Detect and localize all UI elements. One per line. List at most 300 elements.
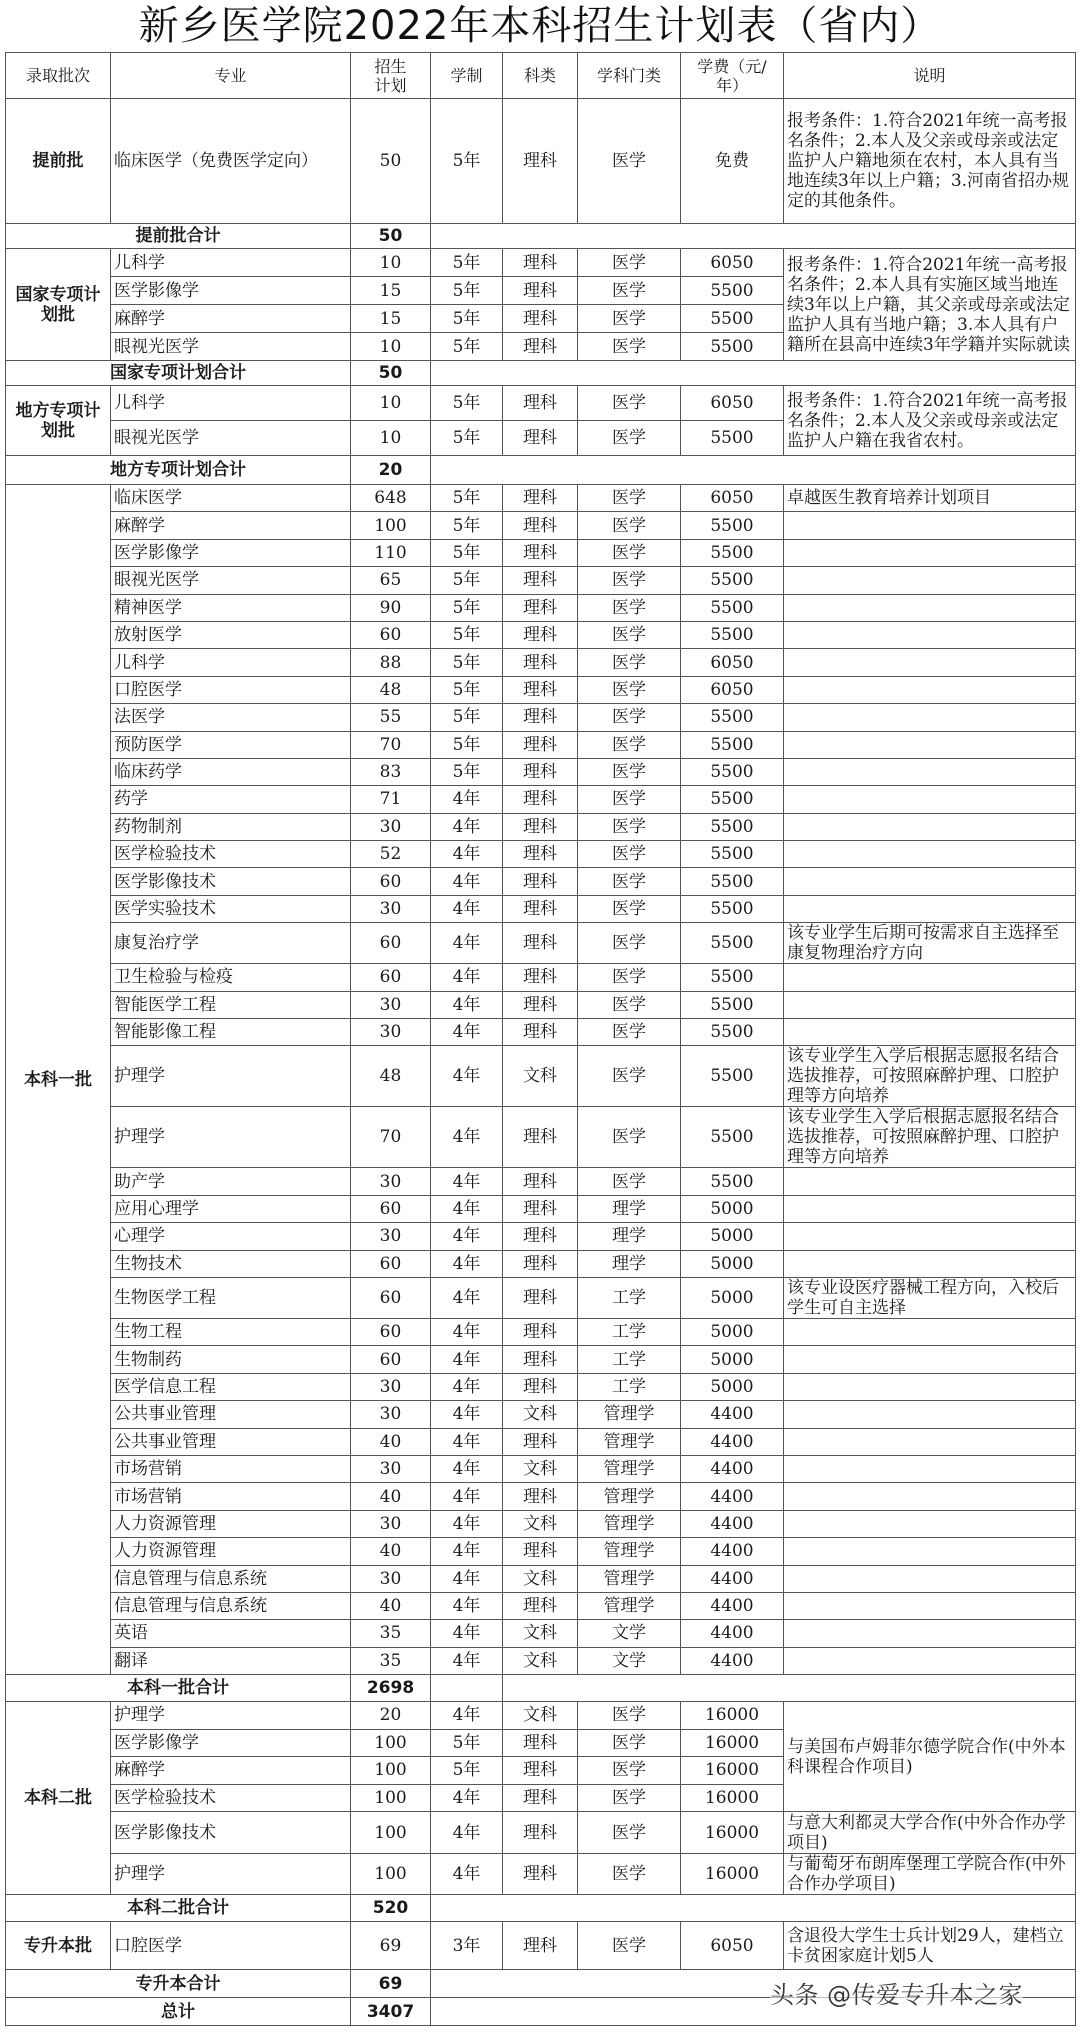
table-row [6,1346,1076,1373]
table-row [6,1922,1076,1970]
table-row [6,1428,1076,1455]
discipline-cell: 管理学 [578,1428,681,1455]
subtotal-row [6,1895,1076,1922]
major-cell: 心理学 [111,1223,351,1250]
quota-cell: 60 [351,868,431,895]
category-cell: 理科 [503,1277,578,1318]
fee-cell: 5000 [681,1346,784,1373]
quota-cell: 20 [351,1702,431,1730]
fee-cell: 5500 [681,1168,784,1195]
discipline-cell: 医学 [578,1812,681,1854]
discipline-cell: 工学 [578,1373,681,1400]
note-cell [784,868,1076,895]
discipline-cell: 工学 [578,1346,681,1373]
duration-cell: 5年 [431,621,503,648]
major-cell: 医学实验技术 [111,895,351,922]
table-row [6,1223,1076,1250]
major-cell: 人力资源管理 [111,1510,351,1537]
category-cell: 理科 [503,1195,578,1222]
total-value: 3407 [351,1998,431,2026]
note-cell: 报考条件：1.符合2021年统一高考报名条件；2.本人具有实施区域当地连续3年以上户籍，其父亲或母亲或法定监护人具有当地户籍；3.本人具有户籍所在县高中连续3年学籍并实际就读 [784,249,1076,361]
table-row [6,1195,1076,1222]
category-cell: 理科 [503,567,578,594]
quota-cell: 30 [351,813,431,840]
quota-cell: 100 [351,1854,431,1895]
fee-cell: 5500 [681,1046,784,1107]
category-cell: 理科 [503,1729,578,1757]
fee-cell: 16000 [681,1812,784,1854]
fee-cell: 4400 [681,1483,784,1510]
discipline-cell: 工学 [578,1277,681,1318]
duration-cell: 5年 [431,421,503,456]
subtotal-value: 2698 [351,1675,431,1702]
category-cell: 理科 [503,1346,578,1373]
table-row [6,649,1076,676]
quota-cell: 65 [351,567,431,594]
table-row [6,868,1076,895]
second-batch-section [6,1702,1076,1922]
table-row [6,99,1076,224]
table-row [6,1401,1076,1428]
batch-label: 地方专项计划批 [6,386,111,456]
table-row [6,1046,1076,1107]
duration-cell: 4年 [431,1250,503,1277]
discipline-cell: 医学 [578,758,681,785]
duration-cell: 4年 [431,1223,503,1250]
subtotal-value: 69 [351,1970,431,1998]
note-cell [784,1483,1076,1510]
table-row [6,249,1076,277]
table-row [6,731,1076,758]
duration-cell: 4年 [431,1373,503,1400]
fee-cell: 5500 [681,277,784,305]
note-cell: 与意大利都灵大学合作(中外合作办学项目) [784,1812,1076,1854]
fee-cell: 5000 [681,1223,784,1250]
category-cell: 理科 [503,485,578,512]
note-cell [784,1647,1076,1674]
subtotal-label: 地方专项计划合计 [6,456,351,485]
quota-cell: 100 [351,1729,431,1757]
duration-cell: 4年 [431,1428,503,1455]
batch-label: 国家专项计划批 [6,249,111,361]
fee-cell: 4400 [681,1592,784,1619]
fee-cell: 6050 [681,649,784,676]
duration-cell: 4年 [431,1854,503,1895]
major-cell: 麻醉学 [111,512,351,539]
major-cell: 临床医学 [111,485,351,512]
duration-cell: 4年 [431,1647,503,1674]
category-cell: 理科 [503,758,578,785]
note-cell [784,1346,1076,1373]
empty-cell [431,456,1076,485]
duration-cell: 5年 [431,676,503,703]
note-cell [784,594,1076,621]
discipline-cell: 医学 [578,1729,681,1757]
discipline-cell: 管理学 [578,1455,681,1482]
category-cell: 理科 [503,991,578,1018]
table-row [6,923,1076,964]
note-cell [784,1250,1076,1277]
quota-cell: 60 [351,1195,431,1222]
quota-cell: 648 [351,485,431,512]
quota-cell: 40 [351,1483,431,1510]
subtotal-label: 提前批合计 [6,224,351,249]
quota-cell: 10 [351,386,431,421]
enrollment-plan-table [5,52,1076,2026]
quota-cell: 83 [351,758,431,785]
major-cell: 生物医学工程 [111,1277,351,1318]
quota-cell: 10 [351,249,431,277]
quota-cell: 48 [351,1046,431,1107]
fee-cell: 5500 [681,421,784,456]
category-cell: 理科 [503,1107,578,1168]
major-cell: 生物制药 [111,1346,351,1373]
major-cell: 公共事业管理 [111,1401,351,1428]
table-row [6,1107,1076,1168]
duration-cell: 5年 [431,1729,503,1757]
category-cell: 理科 [503,868,578,895]
note-cell [784,1195,1076,1222]
discipline-cell: 医学 [578,567,681,594]
note-cell: 卓越医生教育培养计划项目 [784,485,1076,512]
quota-cell: 30 [351,1168,431,1195]
subtotal-row [6,1675,1076,1702]
quota-cell: 88 [351,649,431,676]
table-row [6,1592,1076,1619]
major-cell: 临床药学 [111,758,351,785]
major-cell: 护理学 [111,1046,351,1107]
major-cell: 智能医学工程 [111,991,351,1018]
duration-cell: 4年 [431,1592,503,1619]
note-cell [784,1428,1076,1455]
category-cell: 理科 [503,539,578,566]
quota-cell: 60 [351,1277,431,1318]
category-cell: 理科 [503,731,578,758]
category-cell: 理科 [503,621,578,648]
discipline-cell: 医学 [578,249,681,277]
quota-cell: 60 [351,1250,431,1277]
fee-cell: 5500 [681,539,784,566]
major-cell: 药学 [111,786,351,813]
batch-label: 本科一批 [6,485,111,1675]
note-cell [784,1318,1076,1345]
quota-cell: 100 [351,512,431,539]
discipline-cell: 医学 [578,1046,681,1107]
duration-cell: 4年 [431,1107,503,1168]
table-row [6,813,1076,840]
category-cell: 理科 [503,923,578,964]
table-row [6,1510,1076,1537]
major-cell: 医学检验技术 [111,1784,351,1812]
discipline-cell: 理学 [578,1223,681,1250]
fee-cell: 4400 [681,1620,784,1647]
fee-cell: 5500 [681,333,784,361]
fee-cell: 6050 [681,1922,784,1970]
discipline-cell: 医学 [578,868,681,895]
note-cell: 与美国布卢姆菲尔德学院合作(中外本科课程合作项目) [784,1702,1076,1812]
table-row [6,1168,1076,1195]
discipline-cell: 医学 [578,512,681,539]
duration-cell: 4年 [431,1510,503,1537]
note-cell [784,567,1076,594]
fee-cell: 16000 [681,1757,784,1785]
quota-cell: 40 [351,1592,431,1619]
duration-cell: 4年 [431,1620,503,1647]
category-cell: 理科 [503,1428,578,1455]
discipline-cell: 医学 [578,813,681,840]
discipline-cell: 医学 [578,333,681,361]
table-row [6,1538,1076,1565]
note-cell: 含退役大学生士兵计划29人，建档立卡贫困家庭计划5人 [784,1922,1076,1970]
fee-cell: 5500 [681,1107,784,1168]
major-cell: 医学影像学 [111,539,351,566]
category-cell: 理科 [503,841,578,868]
note-cell [784,704,1076,731]
discipline-cell: 医学 [578,923,681,964]
table-row [6,512,1076,539]
quota-cell: 69 [351,1922,431,1970]
batch-label: 提前批 [6,99,111,224]
duration-cell: 5年 [431,649,503,676]
note-cell [784,991,1076,1018]
duration-cell: 5年 [431,333,503,361]
category-cell: 文科 [503,1510,578,1537]
subtotal-label: 本科一批合计 [6,1675,351,1702]
header-major: 专业 [111,53,351,99]
fee-cell: 5500 [681,841,784,868]
category-cell: 理科 [503,1784,578,1812]
subtotal-label: 专升本合计 [6,1970,351,1998]
note-cell [784,512,1076,539]
fee-cell: 5500 [681,813,784,840]
category-cell: 理科 [503,1318,578,1345]
discipline-cell: 管理学 [578,1538,681,1565]
note-cell [784,731,1076,758]
major-cell: 护理学 [111,1854,351,1895]
fee-cell: 6050 [681,386,784,421]
quota-cell: 110 [351,539,431,566]
note-cell [784,1538,1076,1565]
discipline-cell: 医学 [578,1107,681,1168]
table-row [6,1702,1076,1730]
note-cell [784,1223,1076,1250]
category-cell: 理科 [503,333,578,361]
note-cell: 该专业学生入学后根据志愿报名结合选拔推荐，可按照麻醉护理、口腔护理等方向培养 [784,1107,1076,1168]
duration-cell: 4年 [431,923,503,964]
discipline-cell: 医学 [578,621,681,648]
note-cell: 报考条件：1.符合2021年统一高考报名条件；2.本人及父亲或母亲或法定监护人户籍地须在农村，本人具有当地连续3年以上户籍；3.河南省招办规定的其他条件。 [784,99,1076,224]
table-row [6,964,1076,991]
note-cell [784,813,1076,840]
quota-cell: 30 [351,1455,431,1482]
major-cell: 卫生检验与检疫 [111,964,351,991]
discipline-cell: 管理学 [578,1401,681,1428]
quota-cell: 10 [351,333,431,361]
subtotal-label: 本科二批合计 [6,1895,351,1922]
subtotal-value: 50 [351,361,431,386]
category-cell: 文科 [503,1401,578,1428]
category-cell: 理科 [503,676,578,703]
major-cell: 儿科学 [111,249,351,277]
quota-cell: 50 [351,99,431,224]
batch-label: 本科二批 [6,1702,111,1895]
table-row [6,1019,1076,1046]
discipline-cell: 医学 [578,1168,681,1195]
duration-cell: 5年 [431,305,503,333]
header-duration: 学制 [431,53,503,99]
note-cell [784,1455,1076,1482]
note-cell [784,1592,1076,1619]
discipline-cell: 医学 [578,305,681,333]
fee-cell: 16000 [681,1729,784,1757]
discipline-cell: 理学 [578,1195,681,1222]
major-cell: 医学影像技术 [111,868,351,895]
category-cell: 文科 [503,1702,578,1730]
subtotal-value: 20 [351,456,431,485]
major-cell: 儿科学 [111,386,351,421]
duration-cell: 5年 [431,567,503,594]
quota-cell: 70 [351,731,431,758]
major-cell: 护理学 [111,1107,351,1168]
category-cell: 理科 [503,1483,578,1510]
fee-cell: 16000 [681,1784,784,1812]
major-cell: 儿科学 [111,649,351,676]
table-row [6,539,1076,566]
major-cell: 眼视光医学 [111,421,351,456]
fee-cell: 5500 [681,868,784,895]
duration-cell: 4年 [431,1277,503,1318]
header-quota: 招生计划 [351,53,431,99]
discipline-cell: 医学 [578,1702,681,1730]
watermark: 头条 @传爱专升本之家 [770,1975,1023,2010]
fee-cell: 5500 [681,621,784,648]
duration-cell: 4年 [431,1784,503,1812]
category-cell: 文科 [503,1565,578,1592]
note-cell [784,676,1076,703]
note-cell: 该专业设医疗器械工程方向，入校后学生可自主选择 [784,1277,1076,1318]
table-row [6,841,1076,868]
quota-cell: 15 [351,305,431,333]
major-cell: 生物工程 [111,1318,351,1345]
duration-cell: 4年 [431,964,503,991]
category-cell: 理科 [503,1223,578,1250]
discipline-cell: 医学 [578,277,681,305]
table-row [6,1647,1076,1674]
major-cell: 麻醉学 [111,305,351,333]
table-row [6,1250,1076,1277]
table-row [6,704,1076,731]
major-cell: 医学影像学 [111,1729,351,1757]
duration-cell: 5年 [431,277,503,305]
major-cell: 口腔医学 [111,1922,351,1970]
discipline-cell: 医学 [578,1757,681,1785]
table-row [6,386,1076,421]
fee-cell: 16000 [681,1702,784,1730]
table-header-row [6,53,1076,99]
quota-cell: 30 [351,895,431,922]
major-cell: 口腔医学 [111,676,351,703]
header-category: 科类 [503,53,578,99]
discipline-cell: 医学 [578,99,681,224]
major-cell: 人力资源管理 [111,1538,351,1565]
fee-cell: 6050 [681,676,784,703]
duration-cell: 5年 [431,99,503,224]
fee-cell: 5500 [681,1019,784,1046]
quota-cell: 40 [351,1538,431,1565]
duration-cell: 4年 [431,1565,503,1592]
major-cell: 生物技术 [111,1250,351,1277]
discipline-cell: 文学 [578,1620,681,1647]
duration-cell: 4年 [431,786,503,813]
quota-cell: 30 [351,1510,431,1537]
discipline-cell: 医学 [578,1854,681,1895]
duration-cell: 5年 [431,731,503,758]
quota-cell: 30 [351,1565,431,1592]
discipline-cell: 医学 [578,676,681,703]
header-discipline: 学科门类 [578,53,681,99]
fee-cell: 5500 [681,964,784,991]
table-row [6,676,1076,703]
major-cell: 翻译 [111,1647,351,1674]
note-cell [784,786,1076,813]
discipline-cell: 医学 [578,594,681,621]
table-row [6,1373,1076,1400]
quota-cell: 30 [351,991,431,1018]
table-row [6,1277,1076,1318]
fee-cell: 5500 [681,305,784,333]
fee-cell: 4400 [681,1565,784,1592]
note-cell [784,1510,1076,1537]
discipline-cell: 理学 [578,1250,681,1277]
header-batch: 录取批次 [6,53,111,99]
fee-cell: 16000 [681,1854,784,1895]
category-cell: 理科 [503,249,578,277]
major-cell: 医学影像技术 [111,1812,351,1854]
duration-cell: 4年 [431,1455,503,1482]
discipline-cell: 医学 [578,485,681,512]
duration-cell: 4年 [431,868,503,895]
discipline-cell: 医学 [578,1019,681,1046]
duration-cell: 4年 [431,841,503,868]
table-row [6,786,1076,813]
duration-cell: 3年 [431,1922,503,1970]
duration-cell: 5年 [431,386,503,421]
category-cell: 理科 [503,895,578,922]
quota-cell: 90 [351,594,431,621]
discipline-cell: 管理学 [578,1483,681,1510]
duration-cell: 5年 [431,512,503,539]
quota-cell: 60 [351,1318,431,1345]
duration-cell: 5年 [431,704,503,731]
category-cell: 文科 [503,1647,578,1674]
category-cell: 理科 [503,277,578,305]
fee-cell: 5000 [681,1373,784,1400]
quota-cell: 52 [351,841,431,868]
fee-cell: 5000 [681,1277,784,1318]
category-cell: 文科 [503,1620,578,1647]
duration-cell: 4年 [431,1346,503,1373]
category-cell: 理科 [503,305,578,333]
table-row [6,1318,1076,1345]
fee-cell: 5500 [681,786,784,813]
category-cell: 理科 [503,786,578,813]
major-cell: 信息管理与信息系统 [111,1565,351,1592]
major-cell: 市场营销 [111,1483,351,1510]
note-cell [784,1373,1076,1400]
duration-cell: 5年 [431,485,503,512]
empty-cell [431,1895,1076,1922]
note-cell [784,1401,1076,1428]
